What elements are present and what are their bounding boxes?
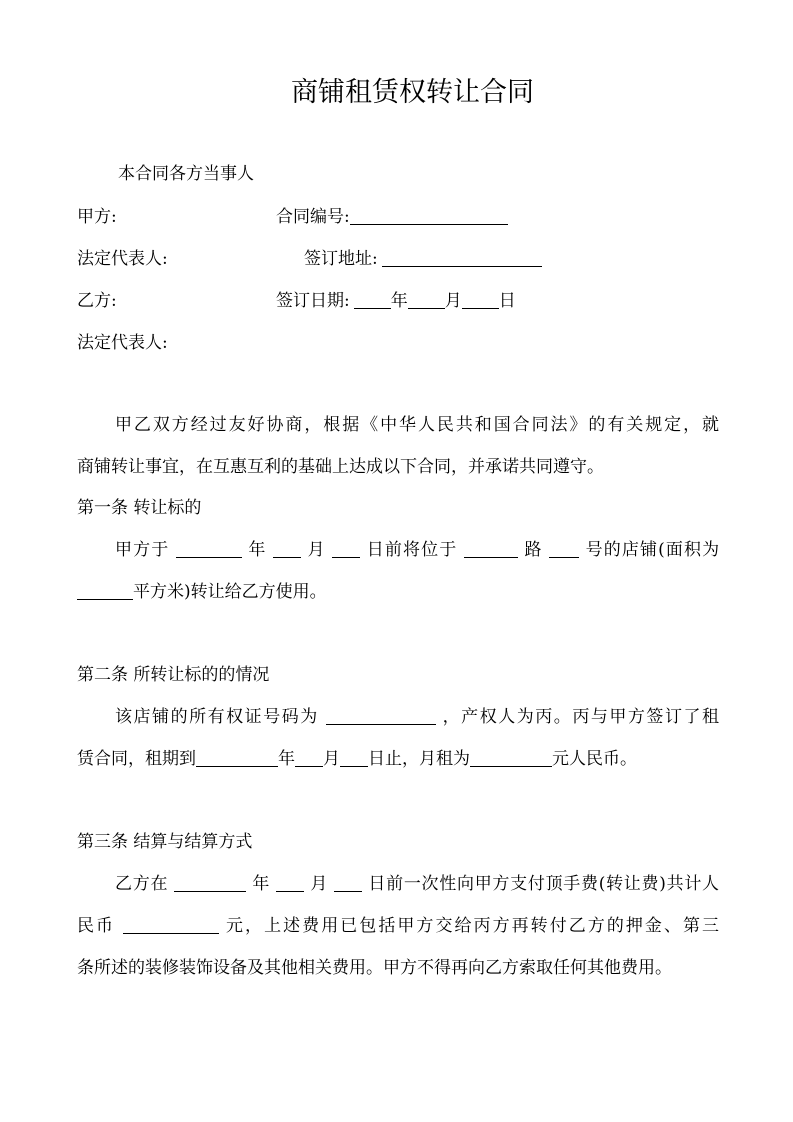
- day-text: 日: [498, 291, 516, 311]
- article3-text: 元，上述费用已包括甲方交给丙方再转付乙方的押金、第三: [226, 916, 720, 936]
- contract-number-blank[interactable]: [350, 208, 508, 225]
- article2-text: 日止，月租为: [368, 749, 470, 769]
- article3-amount-blank[interactable]: [123, 917, 219, 934]
- article3-text: 年: [252, 874, 271, 894]
- article1-text: 年: [248, 540, 267, 560]
- article2-heading: 第二条 所转让标的的情况: [77, 665, 270, 685]
- article3-line-3: 条所述的装修装饰设备及其他相关费用。甲方不得再向乙方索取任何其他费用。: [77, 958, 672, 978]
- article2-text: 该店铺的所有权证号码为: [115, 707, 319, 727]
- article3-text: 日前一次性向甲方支付顶手费(转让费)共计人: [368, 874, 720, 894]
- sign-year-blank[interactable]: [354, 292, 391, 309]
- article3-text: 月: [310, 874, 329, 894]
- article1-text: 甲方于: [115, 540, 170, 560]
- contract-number-label: 合同编号:: [276, 207, 350, 227]
- article2-line-1: [115, 706, 719, 728]
- article1-number-blank[interactable]: [549, 541, 579, 558]
- article2-text: 元人民币。: [552, 749, 637, 769]
- article3-line-2: [77, 915, 719, 937]
- article2-year-blank[interactable]: [196, 750, 278, 767]
- legal-rep-a-label: 法定代表人:: [77, 249, 168, 269]
- sign-address-blank[interactable]: [382, 250, 542, 267]
- article1-line-1: [115, 539, 719, 561]
- sign-day-blank[interactable]: [462, 292, 499, 309]
- article1-month-blank[interactable]: [273, 541, 301, 558]
- article2-text: ，产权人为丙。丙与甲方签订了租: [442, 707, 720, 727]
- article1-text: 平方米)转让给乙方使用。: [133, 582, 327, 602]
- article1-line-2: [77, 581, 327, 603]
- sign-address-label: 签订地址:: [304, 249, 378, 269]
- article2-day-blank[interactable]: [340, 750, 368, 767]
- article3-day-blank[interactable]: [334, 875, 362, 892]
- sign-date-label: 签订日期:: [276, 291, 350, 311]
- article1-text: 日前将位于: [366, 540, 458, 560]
- contract-number-field: [276, 206, 508, 228]
- sign-month-blank[interactable]: [408, 292, 445, 309]
- article1-road-blank[interactable]: [464, 541, 518, 558]
- sign-date-field: [276, 290, 516, 312]
- article2-month-blank[interactable]: [295, 750, 323, 767]
- article1-text: 号的店铺(面积为: [585, 540, 720, 560]
- article3-year-blank[interactable]: [174, 875, 246, 892]
- article1-text: 路: [524, 540, 543, 560]
- article2-text: 月: [323, 749, 340, 769]
- parties-intro: 本合同各方当事人: [118, 164, 254, 184]
- article2-certificate-blank[interactable]: [326, 708, 436, 725]
- article2-text: 赁合同，租期到: [77, 749, 196, 769]
- article2-text: 年: [278, 749, 295, 769]
- party-b-label: 乙方:: [77, 291, 117, 311]
- article2-line-2: [77, 748, 637, 770]
- article3-month-blank[interactable]: [276, 875, 304, 892]
- article1-area-blank[interactable]: [77, 583, 133, 600]
- preamble-line-1: 甲乙双方经过友好协商，根据《中华人民共和国合同法》的有关规定，就: [115, 415, 719, 435]
- year-text: 年: [390, 291, 408, 311]
- contract-title: 商铺租赁权转让合同: [291, 77, 534, 108]
- preamble-line-2: 商铺转让事宜，在互惠互利的基础上达成以下合同，并承诺共同遵守。: [77, 457, 604, 477]
- article3-line-1: [115, 873, 719, 895]
- article1-heading: 第一条 转让标的: [77, 498, 202, 518]
- article2-rent-blank[interactable]: [470, 750, 552, 767]
- sign-address-field: [304, 248, 542, 270]
- article1-year-blank[interactable]: [176, 541, 242, 558]
- article3-text: 乙方在: [115, 874, 169, 894]
- legal-rep-b-label: 法定代表人:: [77, 333, 168, 353]
- article3-heading: 第三条 结算与结算方式: [77, 832, 253, 852]
- month-text: 月: [444, 291, 462, 311]
- article3-text: 民币: [77, 916, 116, 936]
- article1-day-blank[interactable]: [332, 541, 360, 558]
- article1-text: 月: [307, 540, 326, 560]
- party-a-label: 甲方:: [77, 207, 117, 227]
